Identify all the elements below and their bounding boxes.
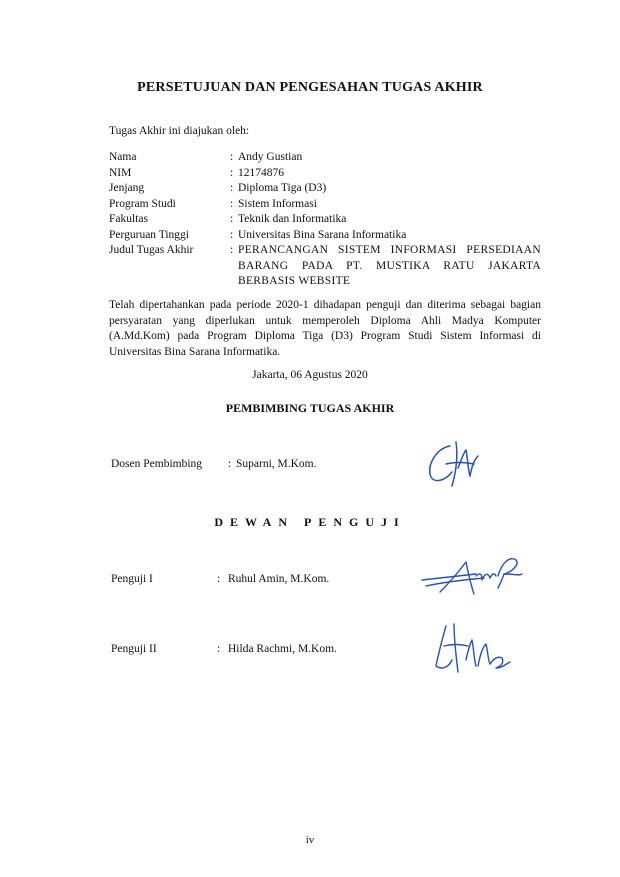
examiner-1-signature xyxy=(418,552,526,600)
info-value: Andy Gustian xyxy=(238,151,303,163)
examiner-label: Penguji I xyxy=(111,573,153,585)
supervisor-colon: : xyxy=(228,458,232,470)
supervisor-heading: PEMBIMBING TUGAS AKHIR xyxy=(225,401,395,415)
supervisor-name: Suparni, M.Kom. xyxy=(236,458,317,470)
info-row-nama xyxy=(109,150,541,166)
info-value: Sistem Informasi xyxy=(238,197,317,210)
examiner-name: Hilda Rachmi, M.Kom. xyxy=(228,643,337,655)
examiner-colon: : xyxy=(217,573,221,585)
info-row-fakultas xyxy=(109,212,541,228)
info-value: 12174876 xyxy=(238,166,284,179)
info-colon: : xyxy=(230,197,234,210)
supervisor-label: Dosen Pembimbing xyxy=(111,458,203,470)
student-info-table xyxy=(109,150,541,290)
info-row-program-studi xyxy=(109,197,541,213)
info-label: NIM xyxy=(109,166,132,179)
examiner-2-signature xyxy=(432,620,512,678)
info-label: Jenjang xyxy=(109,182,145,194)
info-label: Perguruan Tinggi xyxy=(109,228,189,241)
supervisor-signature xyxy=(420,438,486,494)
page-title: PERSETUJUAN DAN PENGESAHAN TUGAS AKHIR xyxy=(137,80,483,95)
examiner-colon: : xyxy=(217,643,221,655)
examiner-heading: DEWAN PENGUJI xyxy=(214,515,406,529)
info-label: Nama xyxy=(109,151,137,163)
info-value: Teknik dan Informatika xyxy=(238,213,347,225)
info-row-perguruan-tinggi xyxy=(109,228,541,244)
approval-date: Jakarta, 06 Agustus 2020 xyxy=(252,369,368,381)
intro-text: Tugas Akhir ini diajukan oleh: xyxy=(109,125,250,137)
page-number: iv xyxy=(305,834,315,846)
info-colon: : xyxy=(230,244,234,256)
info-label: Fakultas xyxy=(109,213,148,225)
examiner-label: Penguji II xyxy=(111,643,157,655)
info-colon: : xyxy=(230,182,234,194)
info-label: Program Studi xyxy=(109,197,176,210)
info-colon: : xyxy=(230,228,234,241)
info-colon: : xyxy=(230,213,234,225)
info-label: Judul Tugas Akhir xyxy=(109,244,194,256)
thesis-title-value: PERANCANGAN SISTEM INFORMASI PERSEDIAAN BARANG PADA PT. MUSTIKA RATU JAKARTA BERBASIS WEBSITE xyxy=(238,244,541,287)
approval-paragraph: Telah dipertahankan pada periode 2020-1 dihadapan penguji dan diterima sebagai bagian persyaratan yang diperlukan untuk memperoleh Diploma Ahli Madya Komputer (A.Md.Kom) pada Program Diploma Tiga (D3) Program Studi Sistem Informasi di Universitas Bina Sarana Informatika. xyxy=(109,299,541,358)
info-colon: : xyxy=(230,151,234,163)
examiner-name: Ruhul Amin, M.Kom. xyxy=(228,573,330,585)
info-colon: : xyxy=(230,166,234,179)
info-row-judul xyxy=(109,243,541,290)
info-row-nim xyxy=(109,166,541,182)
info-row-jenjang xyxy=(109,181,541,197)
info-value: Diploma Tiga (D3) xyxy=(238,182,327,194)
info-value: Universitas Bina Sarana Informatika xyxy=(238,228,407,241)
